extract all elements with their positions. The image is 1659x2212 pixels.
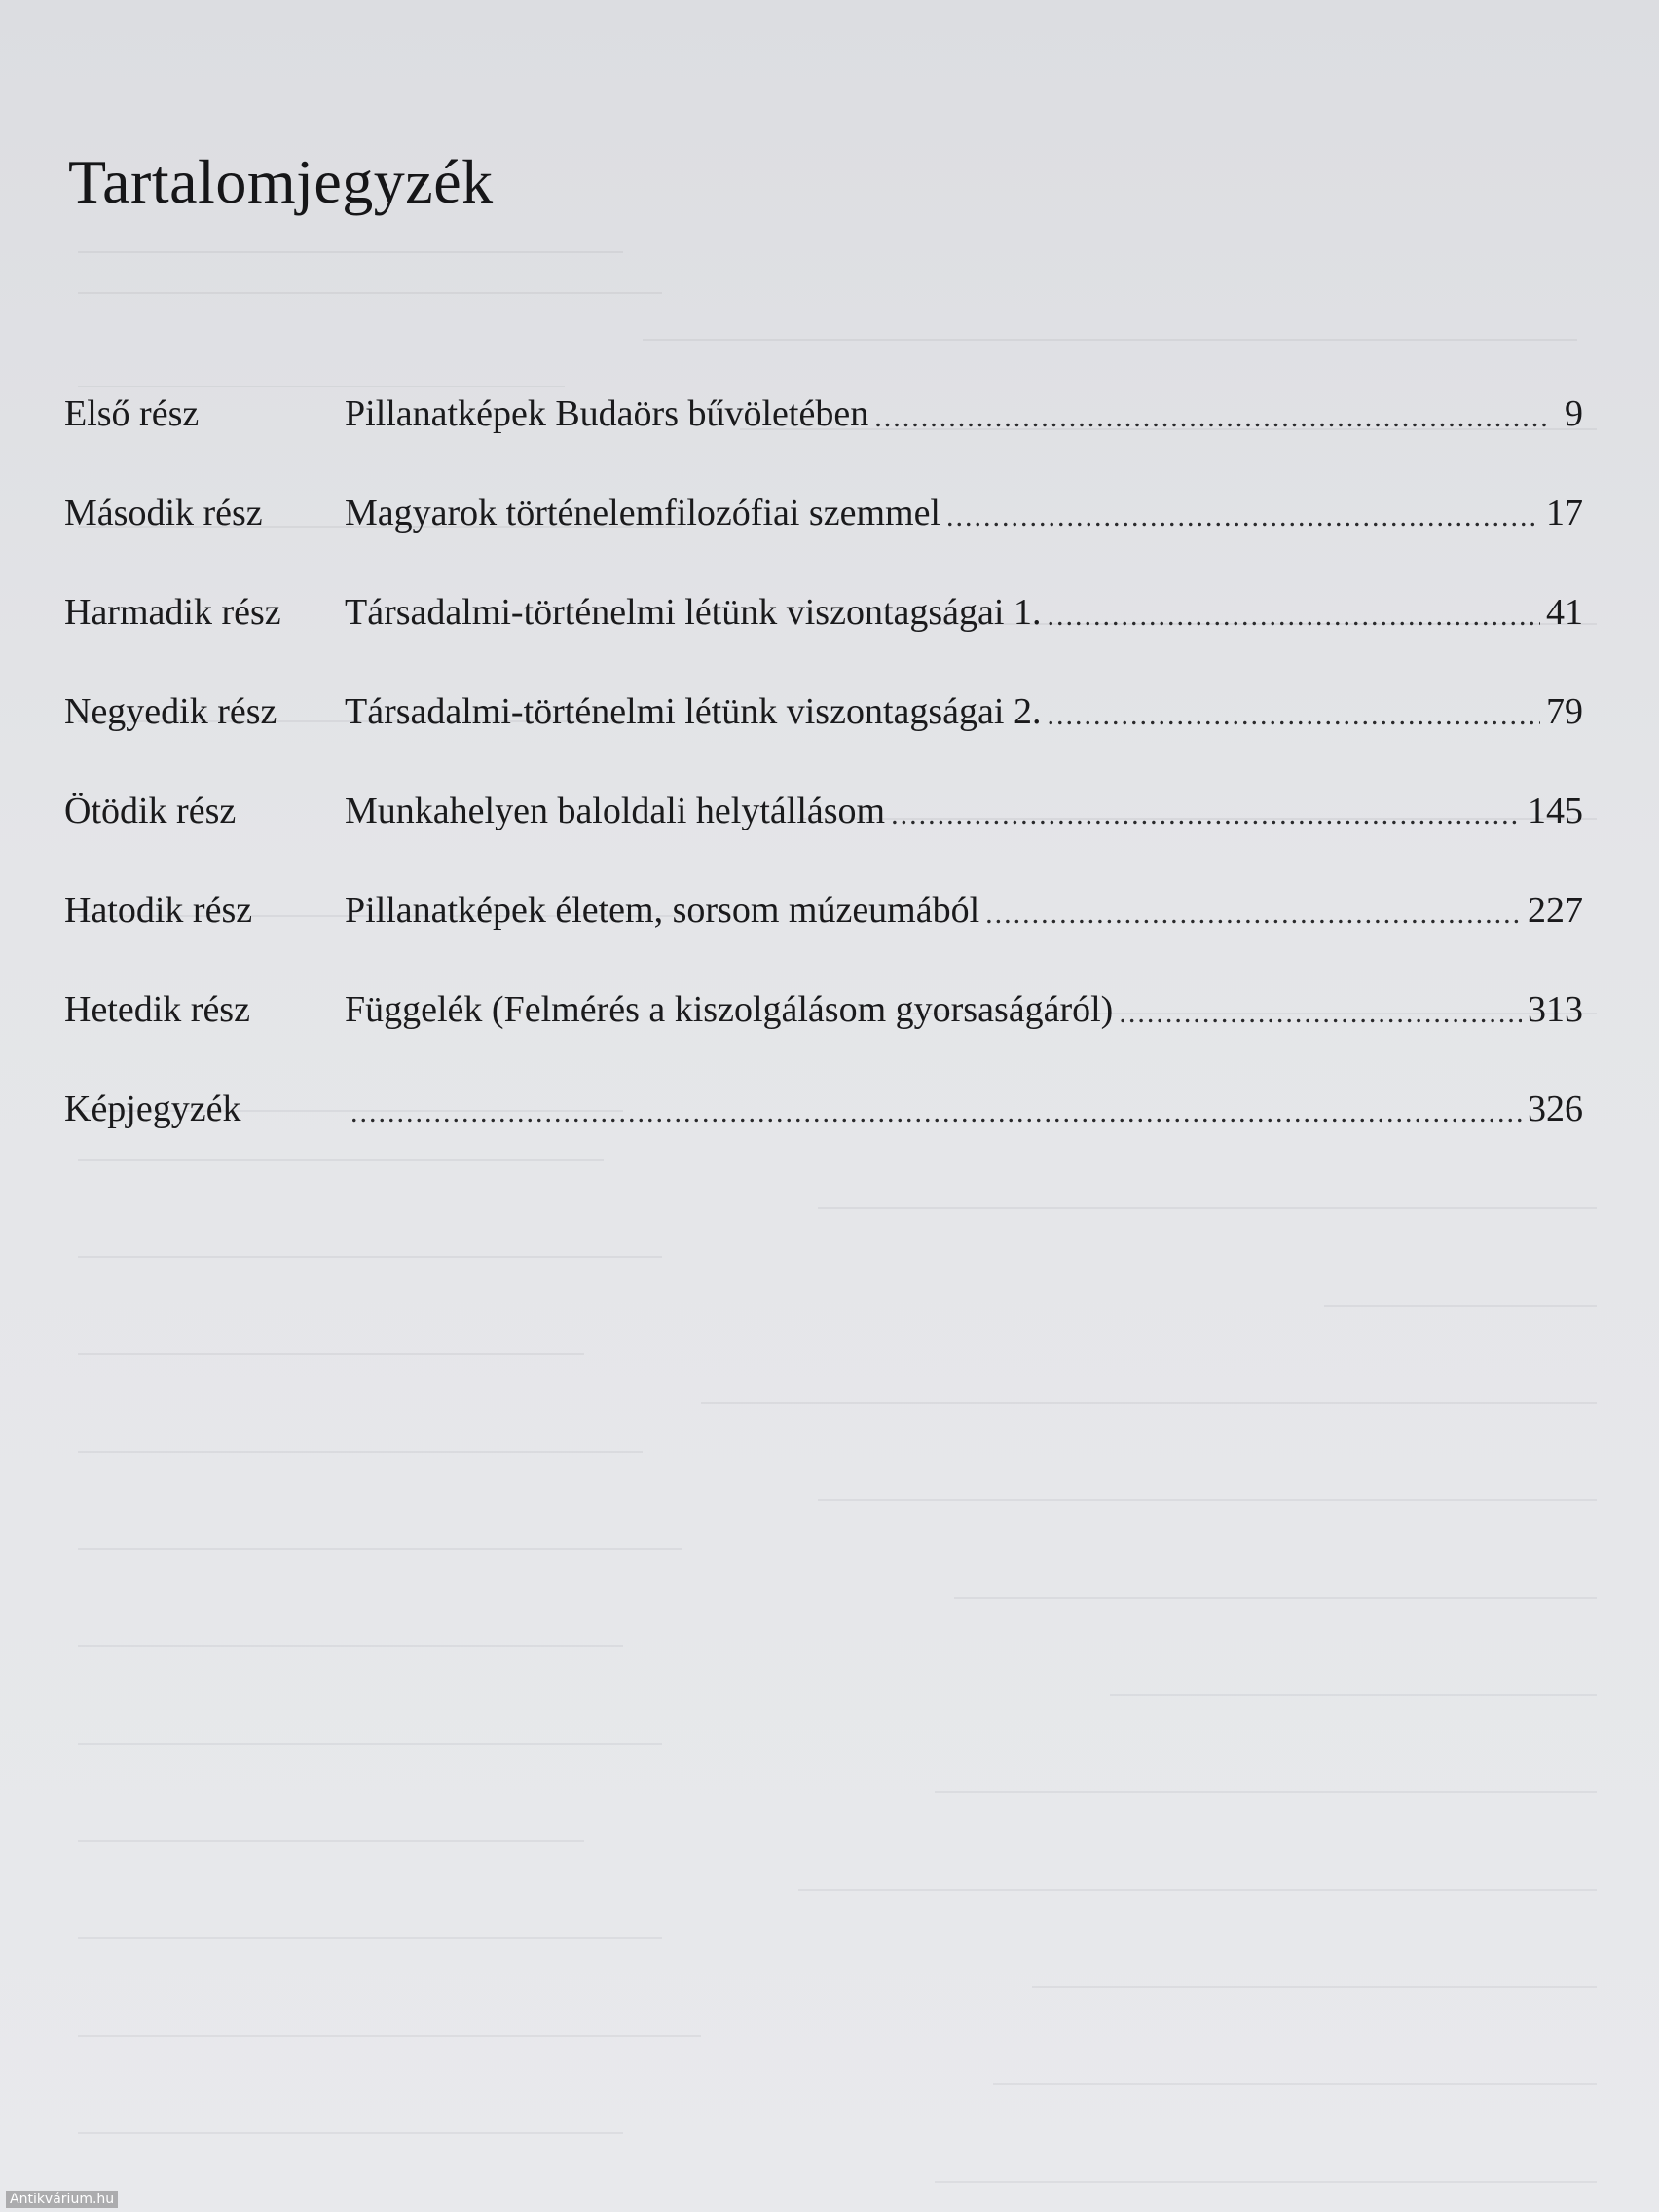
toc-row [64, 837, 1583, 937]
dot-leader [1119, 999, 1522, 1028]
toc-entry-title: Pillanatképek Budaörs bűvöletében [345, 395, 869, 434]
toc-part-label: Negyedik rész [64, 691, 277, 732]
toc-entry [345, 892, 1583, 937]
watermark: Antikvárium.hu [6, 2191, 118, 2208]
dot-leader [985, 900, 1522, 929]
toc-part-label: Hatodik rész [64, 890, 253, 931]
toc-entry-title: Társadalmi-történelmi létünk viszontagságai 2. [345, 693, 1042, 732]
toc-entry-title: Függelék (Felmérés a kiszolgálásom gyorsaságáról) [345, 991, 1114, 1030]
toc-page-number: 79 [1546, 693, 1583, 732]
toc-entry [345, 495, 1583, 539]
toc-row [64, 738, 1583, 837]
toc-entry [345, 1090, 1583, 1135]
page-title: Tartalomjegyzék [68, 147, 494, 216]
toc-entry-title: Magyarok történelemfilozófiai szemmel [345, 495, 940, 534]
toc-page-number: 17 [1546, 495, 1583, 534]
toc-entry [345, 395, 1583, 440]
toc-entry-title: Munkahelyen baloldali helytállásom [345, 793, 886, 831]
toc-row [64, 539, 1583, 639]
toc-entry [345, 991, 1583, 1036]
dot-leader [874, 403, 1548, 432]
toc-row [64, 1036, 1583, 1135]
toc-part-label: Első rész [64, 393, 200, 434]
toc-part-label: Második rész [64, 493, 263, 534]
toc-page-number: 326 [1528, 1090, 1583, 1129]
toc-page-number: 41 [1546, 594, 1583, 633]
toc-entry [345, 693, 1583, 738]
toc-page-number: 145 [1528, 793, 1583, 831]
toc-part-label: Hetedik rész [64, 989, 250, 1030]
toc-part-label: Képjegyzék [64, 1088, 241, 1129]
dot-leader [946, 502, 1540, 532]
toc-row [64, 440, 1583, 539]
dot-leader [1047, 602, 1540, 631]
toc-page-number: 9 [1565, 395, 1583, 434]
toc-page-number: 227 [1528, 892, 1583, 931]
toc-row [64, 341, 1583, 440]
table-of-contents [64, 341, 1583, 1135]
dot-leader [891, 800, 1522, 830]
toc-part-label: Ötödik rész [64, 791, 237, 831]
toc-row [64, 639, 1583, 738]
toc-row [64, 937, 1583, 1036]
toc-entry-title: Társadalmi-történelmi létünk viszontagságai 1. [345, 594, 1042, 633]
dot-leader [350, 1098, 1522, 1127]
toc-part-label: Harmadik rész [64, 592, 281, 633]
toc-entry [345, 793, 1583, 837]
toc-entry-title: Pillanatképek életem, sorsom múzeumából [345, 892, 980, 931]
toc-entry [345, 594, 1583, 639]
dot-leader [1047, 701, 1540, 730]
toc-page-number: 313 [1528, 991, 1583, 1030]
